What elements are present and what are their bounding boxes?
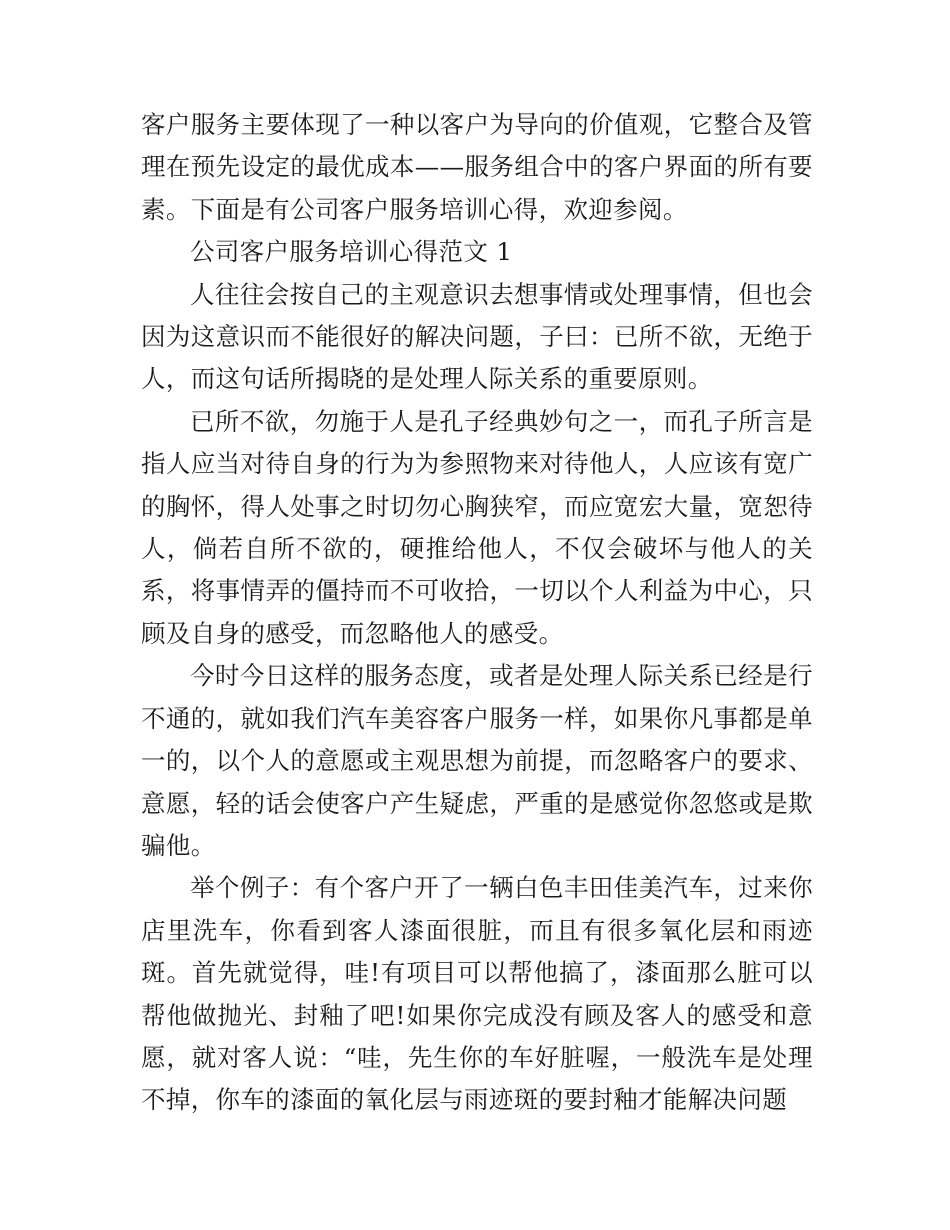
body-paragraph-1: 人往往会按自己的主观意识去想事情或处理事情，但也会因为这意识而不能很好的解决问题，子曰：已所不欲，无绝于人，而这句话所揭晓的是处理人际关系的重要原则。 xyxy=(141,279,813,394)
body-paragraph-3: 今时今日这样的服务态度，或者是处理人际关系已经是行不通的，就如我们汽车美容客户服务一样，如果你凡事都是单一的，以个人的意愿或主观思想为前提，而忽略客户的要求、意愿，轻的话会使客户产生疑虑，严重的是感觉你忽悠或是欺骗他。 xyxy=(141,661,813,860)
document-page xyxy=(141,104,813,1122)
section-title: 公司客户服务培训心得范文 1 xyxy=(190,237,513,267)
intro-paragraph: 客户服务主要体现了一种以客户为导向的价值观，它整合及管理在预先设定的最优成本——服务组合中的客户界面的所有要素。下面是有公司客户服务培训心得，欢迎参阅。 xyxy=(141,110,813,224)
body-paragraph-2: 已所不欲，勿施于人是孔子经典妙句之一，而孔子所言是指人应当对待自身的行为为参照物来对待他人，人应该有宽广的胸怀，得人处事之时切勿心胸狭窄，而应宽宏大量，宽恕待人，倘若自所不欲的，硬推给他人，不仅会破坏与他人的关系，将事情弄的僵持而不可收拾，一切以个人利益为中心，只顾及自身的感受，而忽略他人的感受。 xyxy=(141,406,813,648)
body-paragraph-4: 举个例子：有个客户开了一辆白色丰田佳美汽车，过来你店里洗车，你看到客人漆面很脏，而且有很多氧化层和雨迹斑。首先就觉得，哇!有项目可以帮他搞了，漆面那么脏可以帮他做抛光、封釉了吧!如果你完成没有顾及客人的感受和意愿，就对客人说：“哇，先生你的车好脏喔，一般洗车是处理不掉，你车的漆面的氧化层与雨迹斑的要封釉才能解决问题 xyxy=(141,873,813,1115)
